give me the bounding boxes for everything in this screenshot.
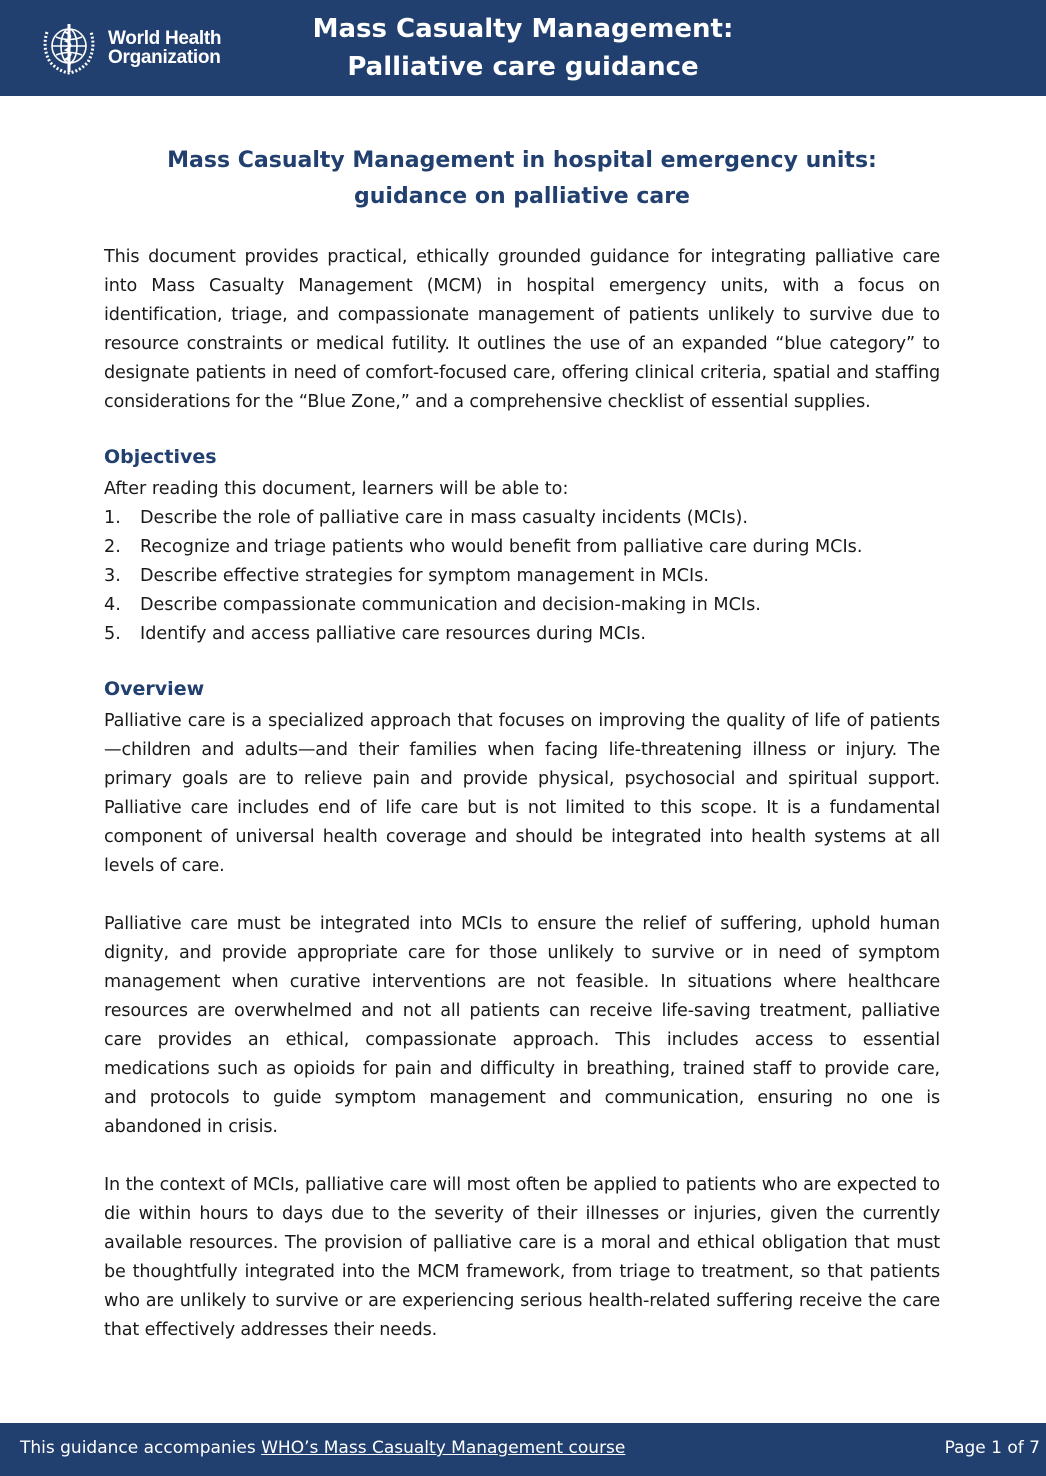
page-header (0, 0, 1046, 96)
list-item (104, 591, 940, 620)
list-item (104, 533, 940, 562)
intro-paragraph: This document provides practical, ethically grounded guidance for integrating palliative care into Mass Casualty Management (MCM) in hospital emergency units, with a focus on identification, triage, and compassionate management of patients unlikely to survive due to resource constraints or medical futility. It outlines the use of an expanded “blue category” to designate patients in need of comfort-focused care, offering clinical criteria, spatial and staffing considerations for the “Blue Zone,” and a comprehensive checklist of essential supplies. (104, 247, 940, 412)
page-number: Page 1 of 7 (944, 1438, 1040, 1458)
list-item-number: 3. (104, 566, 121, 586)
paragraph-spacer (104, 1142, 940, 1171)
list-item-text: Describe compassionate communication and decision-making in MCIs. (140, 595, 761, 615)
objectives-list (104, 504, 940, 649)
list-item-number: 2. (104, 537, 121, 557)
document-title (104, 143, 940, 215)
list-item-text: Identify and access palliative care resources during MCIs. (140, 624, 646, 644)
mcm-course-link[interactable]: WHO’s Mass Casualty Management course (261, 1438, 626, 1458)
page-footer (0, 1423, 1046, 1476)
who-logo (38, 18, 238, 78)
list-item (104, 562, 940, 591)
objectives-heading: Objectives (104, 446, 217, 468)
paragraph-spacer (104, 881, 940, 910)
list-item-text: Recognize and triage patients who would benefit from palliative care during MCIs. (140, 537, 863, 557)
logo-line-2: Organization (108, 47, 221, 68)
who-emblem-icon (38, 18, 100, 78)
overview-paragraph-2: Palliative care must be integrated into MCIs to ensure the relief of suffering, uphold human dignity, and provide appropriate care for those unlikely to survive or in need of symptom management when curative interventions are not feasible. In situations where healthcare resources are overwhelmed and not all patients can receive life-saving treatment, palliative care provides an ethical, compassionate approach. This includes access to essential medications such as opioids for pain and difficulty in breathing, trained staff to provide care, and protocols to guide symptom management and communication, ensuring no one is abandoned in crisis. (104, 914, 940, 1137)
overview-paragraph-1: Palliative care is a specialized approach that focuses on improving the quality of life of patients—children and adults—and their families when facing life-threatening illness or injury. The primary goals are to relieve pain and provide physical, psychosocial and spiritual support. Palliative care includes end of life care but is not limited to this scope. It is a fundamental component of universal health coverage and should be integrated into health systems at all levels of care. (104, 711, 940, 876)
overview-paragraph-3: In the context of MCIs, palliative care will most often be applied to patients who are expected to die within hours to days due to the severity of their illnesses or injuries, given the currently available resources. The provision of palliative care is a moral and ethical obligation that must be thoughtfully integrated into the MCM framework, from triage to treatment, so that patients who are unlikely to survive or are experiencing serious health-related suffering receive the care that effectively addresses their needs. (104, 1175, 940, 1340)
who-logo-text (108, 29, 221, 67)
list-item (104, 504, 940, 533)
list-item-text: Describe effective strategies for symptom management in MCIs. (140, 566, 709, 586)
logo-line-1: World Health (108, 28, 222, 49)
document-body (104, 243, 940, 1345)
header-title-line-2: Palliative care guidance (347, 52, 699, 82)
header-title-line-1: Mass Casualty Management: (312, 14, 734, 44)
footer-note (20, 1438, 625, 1458)
list-item (104, 620, 940, 649)
list-item-number: 4. (104, 595, 121, 615)
footer-prefix: This guidance accompanies (20, 1438, 262, 1458)
objectives-lead: After reading this document, learners will be able to: (104, 479, 569, 499)
overview-heading: Overview (104, 678, 205, 700)
list-item-number: 5. (104, 624, 121, 644)
document-title-line-1: Mass Casualty Management in hospital emergency units: (167, 148, 877, 173)
header-title (250, 10, 796, 86)
list-item-text: Describe the role of palliative care in mass casualty incidents (MCIs). (140, 508, 748, 528)
document-title-line-2: guidance on palliative care (354, 184, 690, 209)
list-item-number: 1. (104, 508, 121, 528)
